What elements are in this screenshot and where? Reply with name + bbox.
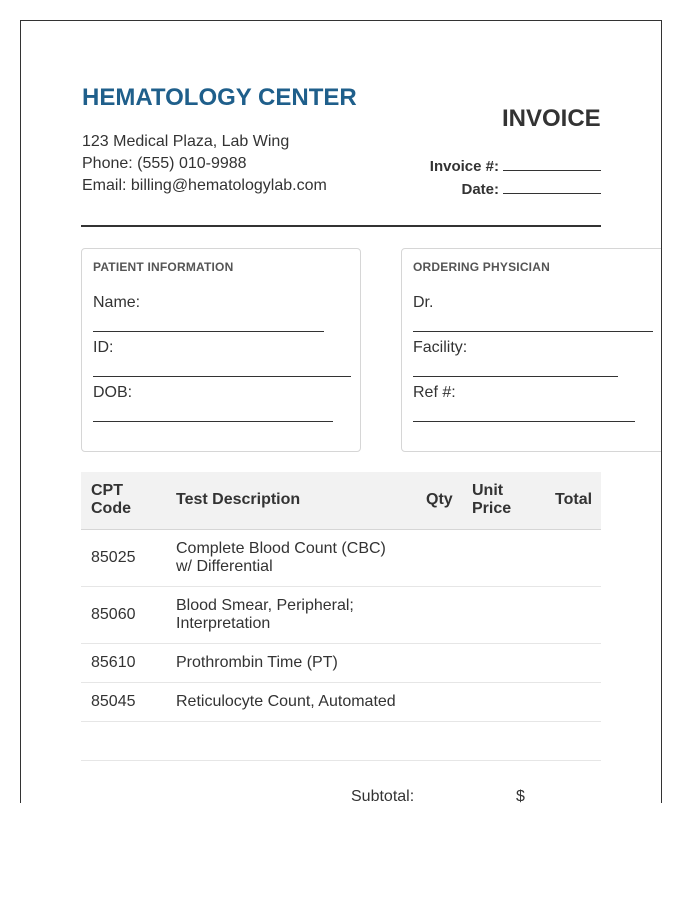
- header-cpt-code: [91, 482, 131, 518]
- row-divider: [81, 721, 601, 722]
- row-1-description: [176, 540, 386, 576]
- row-2-description-line2: Interpretation: [176, 615, 271, 632]
- physician-info-title: ORDERING PHYSICIAN: [413, 260, 550, 274]
- patient-info-title: PATIENT INFORMATION: [93, 260, 234, 274]
- patient-dob-field[interactable]: [93, 421, 333, 422]
- row-1-description-line1: Complete Blood Count (CBC): [176, 540, 386, 557]
- row-2-description: [176, 597, 354, 633]
- physician-facility-label: Facility:: [413, 339, 468, 356]
- header-total: Total: [555, 491, 593, 508]
- physician-name-field[interactable]: [413, 331, 653, 332]
- row-4-description: Reticulocyte Count, Automated: [176, 693, 396, 710]
- row-divider: [81, 643, 601, 644]
- row-4-code: 85045: [91, 693, 136, 710]
- header-unit-price: [472, 482, 511, 518]
- physician-facility-field[interactable]: [413, 376, 618, 377]
- invoice-title: INVOICE: [502, 105, 601, 132]
- header-cpt-line2: Code: [91, 500, 131, 517]
- invoice-date-row: [461, 179, 601, 198]
- row-3-code: 85610: [91, 654, 136, 671]
- row-2-code: 85060: [91, 606, 136, 623]
- physician-ref-label: Ref #:: [413, 384, 456, 401]
- patient-id-label: ID:: [93, 339, 114, 356]
- invoice-number-row: [430, 156, 601, 175]
- header-unit-price-line1: Unit: [472, 482, 504, 499]
- row-2-description-line1: Blood Smear, Peripheral;: [176, 597, 354, 614]
- row-1-description-line2: w/ Differential: [176, 558, 273, 575]
- invoice-number-label: Invoice #:: [429, 158, 499, 175]
- physician-info-box: [401, 248, 662, 452]
- row-1-code: 85025: [91, 549, 136, 566]
- row-divider: [81, 586, 601, 587]
- header-test-description: Test Description: [176, 491, 301, 508]
- header-qty: Qty: [426, 491, 453, 508]
- patient-id-field[interactable]: [93, 376, 351, 377]
- physician-dr-label: Dr.: [413, 294, 434, 311]
- clinic-phone: Phone: (555) 010-9988: [82, 155, 247, 172]
- invoice-date-label: Date:: [461, 181, 499, 198]
- row-divider: [81, 760, 601, 761]
- header-divider: [81, 225, 601, 227]
- invoice-date-field[interactable]: [503, 179, 601, 194]
- row-divider: [81, 682, 601, 683]
- physician-ref-field[interactable]: [413, 421, 635, 422]
- subtotal-currency: $: [516, 788, 525, 803]
- subtotal-label: Subtotal:: [351, 788, 415, 803]
- invoice-page: [20, 20, 662, 803]
- patient-name-label: Name:: [93, 294, 141, 311]
- clinic-email: Email: billing@hematologylab.com: [82, 177, 327, 194]
- patient-name-field[interactable]: [93, 331, 324, 332]
- header-cpt-line1: CPT: [91, 482, 123, 499]
- patient-dob-label: DOB:: [93, 384, 133, 401]
- patient-info-box: [81, 248, 361, 452]
- table-header: [81, 472, 601, 530]
- clinic-address: 123 Medical Plaza, Lab Wing: [82, 133, 290, 150]
- header-unit-price-line2: Price: [472, 500, 512, 517]
- row-3-description: Prothrombin Time (PT): [176, 654, 338, 671]
- clinic-name: HEMATOLOGY CENTER: [82, 84, 357, 111]
- invoice-number-field[interactable]: [503, 156, 601, 171]
